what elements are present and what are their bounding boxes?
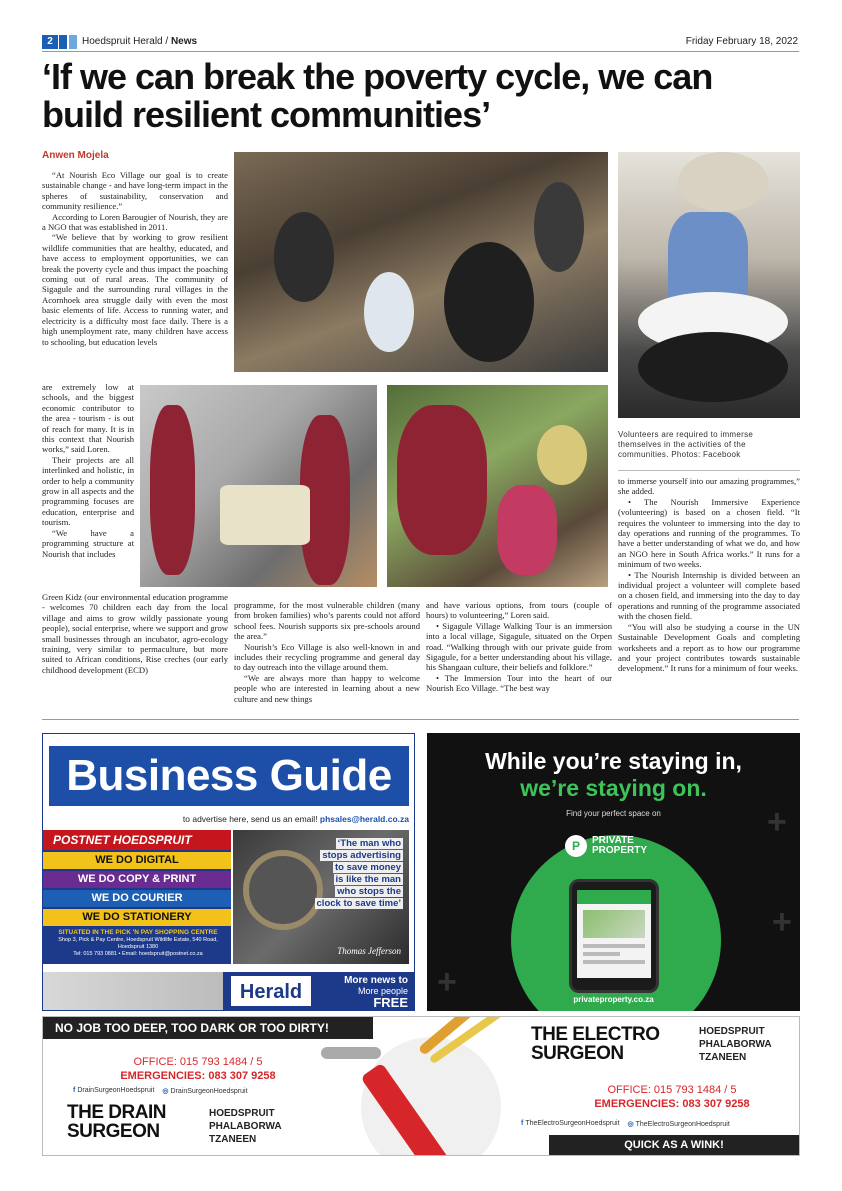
top-rule [42,51,799,52]
paragraph: “We believe that by working to grow resilient wildlife communities that are healthy, educated, and have access to employment opportunities, we can break the poverty cycle and thus impact the poaching coming out of rural areas. The community of Sigagule and the surrounding rural villages in the Acornhoek area struggle daily with even the most basic elements of life. Access to running water, and electricity is a difficulty most face daily. There is a high unemployment rate, many children have access to schooling, but education levels [42,232,228,347]
paragraph: to immerse yourself into our amazing programmes,” she added. [618,476,800,497]
facebook-icon: f [521,1120,524,1127]
drain-facebook[interactable]: f DrainSurgeonHoedspruit [73,1087,155,1094]
paragraph: are extremely low at schools, and the biggest economic contributor to the area - tourism - is out of reach for many. It is in this context that Nourish works,” said Loren. [42,382,134,455]
paragraph: “At Nourish Eco Village our goal is to create sustainable change - and have long-term impact in the spheres of sustainability, conservation and community resilience.” [42,170,228,212]
business-guide-ad[interactable] [42,733,415,1011]
pipe-wrench-graphic [301,1017,541,1156]
postnet-title: POSTNET HOEDSPRUIT [43,830,231,850]
quote-author: Thomas Jefferson [337,946,401,956]
facebook-icon: f [73,1087,76,1094]
article-column-1 [42,170,228,347]
quote-text: ‘The man who stops advertising to save money is like the man who stops the clock to save time’ [316,838,401,909]
drain-emergency-phone[interactable]: EMERGENCIES: 083 307 9258 [120,1070,276,1082]
pp-headline-2: we’re staying on. [520,775,707,801]
postnet-contact: Tel: 015 793 0881 • Email: hoedspruit@postnet.co.za [73,951,203,957]
caption-rule [618,470,800,471]
private-property-logo [565,833,647,859]
drain-banner: NO JOB TOO DEEP, TOO DARK OR TOO DIRTY! [43,1017,373,1039]
plus-decor-icon: + [437,963,457,1001]
article-byline: Anwen Mojela [42,150,109,161]
pp-logo-icon: P [565,835,587,857]
quote-panel [233,830,409,964]
herald-logo: Herald [231,976,311,1006]
phone-mockup [569,879,659,993]
electro-facebook[interactable]: f TheElectroSurgeonHoedspruit [521,1120,620,1127]
page-number: 2 [42,35,58,49]
business-guide-title: Business Guide [49,746,409,806]
drain-towns: HOEDSPRUIT PHALABORWA TZANEEN [209,1108,282,1145]
drain-office-phone[interactable]: OFFICE: 015 793 1484 / 5 [133,1056,263,1068]
pp-logo-top: PRIVATE [592,835,634,846]
paragraph: Nourish’s Eco Village is also well-known in and includes their recycling programme and general day to day outreach into the village around them. [234,641,420,673]
paragraph: “We are always more than happy to welcome people who are interested in learning about a new culture and new things [234,672,420,704]
drain-surgeon-logo: THE DRAIN SURGEON [67,1102,166,1142]
herald-strip [43,972,414,1010]
pp-logo-bottom: PROPERTY [592,845,648,856]
paragraph: programme, for the most vulnerable children (many from broken families) who’s parents could not afford school fees. Nourish supports six pre-schools around the area.” [234,600,420,642]
electro-surgeon-logo: THE ELECTRO SURGEON [531,1024,660,1064]
article-column-1-narrow [42,382,134,559]
plus-decor-icon: + [772,903,792,941]
advertise-note [49,814,409,824]
service-stationery: WE DO STATIONERY [43,909,231,926]
paragraph: Their projects are all interlinked and holistic, in order to help a community grow in all aspects and the programming focuses are education, enterprise and tourism. [42,454,134,528]
herald-tagline: More news to More people FREE [344,975,408,1010]
drain-surgeon-ad[interactable] [42,1016,800,1156]
postnet-location: SITUATED IN THE PICK 'N PAY SHOPPING CENTRE [58,929,218,936]
newspaper-image [43,972,223,1010]
postnet-address [47,929,229,958]
paragraph: • The Nourish Immersive Experience (volunteering) is based on a chosen field. “It requires the volunteer to immersing into the day to day operations and running of the programmes. To have a better understanding of what we do, and how an NGO here in South Africa works.” It runs for a minimum of two weeks. [618,496,800,570]
advertise-prefix: to advertise here, send us an email! [182,814,320,824]
electro-towns: HOEDSPRUIT PHALABORWA TZANEEN [699,1026,772,1063]
advertise-email[interactable]: phsales@herald.co.za [319,814,409,824]
photo-cooking-pot [618,152,800,418]
bottom-rule [42,719,799,720]
article-column-3 [426,600,612,694]
article-column-1-bottom [42,592,228,675]
private-property-ad[interactable] [427,733,800,1011]
pp-find-text: Find your perfect space on [566,809,661,818]
electro-instagram[interactable]: ◎ TheElectroSurgeonHoedspruit [627,1121,730,1128]
service-courier: WE DO COURIER [43,890,231,907]
service-digital: WE DO DIGITAL [43,852,231,869]
postnet-street: Shop 3, Pick & Pay Centre, Hoedspruit Wildlife Estate, 540 Road, Hoedspruit 1380 [58,937,218,950]
postnet-panel [43,830,231,964]
instagram-icon: ◎ [162,1088,169,1095]
service-copy-print: WE DO COPY & PRINT [43,871,231,888]
issue-date: Friday February 18, 2022 [685,36,798,47]
paragraph: “You will also be studying a course in the UN Sustainable Development Goals and completing worksheets and a report as to how our programme and your project contributes towards sustainable development.” It runs for a minimum of four weeks. [618,621,800,674]
paper-title: Hoedspruit Herald [82,36,163,47]
plus-decor-icon: + [767,803,787,841]
paragraph: • The Immersion Tour into the heart of our Nourish Eco Village. “The best way [426,672,612,694]
article-headline: ‘If we can break the poverty cycle, we can build resilient communities’ [42,56,713,135]
instagram-icon: ◎ [627,1121,634,1128]
paragraph: According to Loren Barougier of Nourish, they are a NGO that was established in 2011. [42,211,228,233]
photo-volunteers-craft [140,385,377,587]
paragraph: • The Nourish Internship is divided between an individual project a volunteer will complete based on a chosen field, and immersing into the day to day operations and running of the programme associated with the chosen field. [618,569,800,622]
article-column-4 [618,476,800,674]
quick-banner: QUICK AS A WINK! [549,1135,799,1155]
photo-volunteer-children [387,385,608,587]
paragraph: “We have a programming structure at Nourish that includes [42,527,134,559]
page-marker-bars [59,35,77,49]
electro-office-phone[interactable]: OFFICE: 015 793 1484 / 5 [607,1084,737,1096]
drain-social [73,1087,248,1095]
pp-url[interactable]: privateproperty.co.za [573,995,654,1004]
paper-name: Hoedspruit Herald / News [82,36,198,47]
section-name: News [170,36,198,47]
electro-emergency-phone[interactable]: EMERGENCIES: 083 307 9258 [594,1098,750,1110]
article-column-2 [234,600,420,704]
photo-caption: Volunteers are required to immerse themselves in the activities of the communities. Photos: Facebook [618,430,754,459]
pp-headline-1: While you’re staying in, [485,748,742,774]
drain-instagram[interactable]: ◎ DrainSurgeonHoedspruit [162,1088,248,1095]
electro-social [521,1120,730,1128]
paragraph: • Sigagule Village Walking Tour is an immersion into a local village, Sigagule, situated on the Orpen road. “Walking through with our private guide from Sigagule, for a better understanding about his village, his Shangaan culture, their beliefs and folklore.” [426,620,612,673]
paragraph: Green Kidz (our environmental education programme - welcomes 70 children each day from the local village and aims to grow wildly passionate young people), social enterprise, where we support and grow small businesses through an incubator, agro-ecology training, very similar to permaculture, but more suited to African conditions, Rise creches (our early childhood development (ECD) [42,592,228,675]
paragraph: and have various options, from tours (couple of hours) to volunteering,” Loren said. [426,600,612,621]
photo-children-classroom [234,152,608,372]
